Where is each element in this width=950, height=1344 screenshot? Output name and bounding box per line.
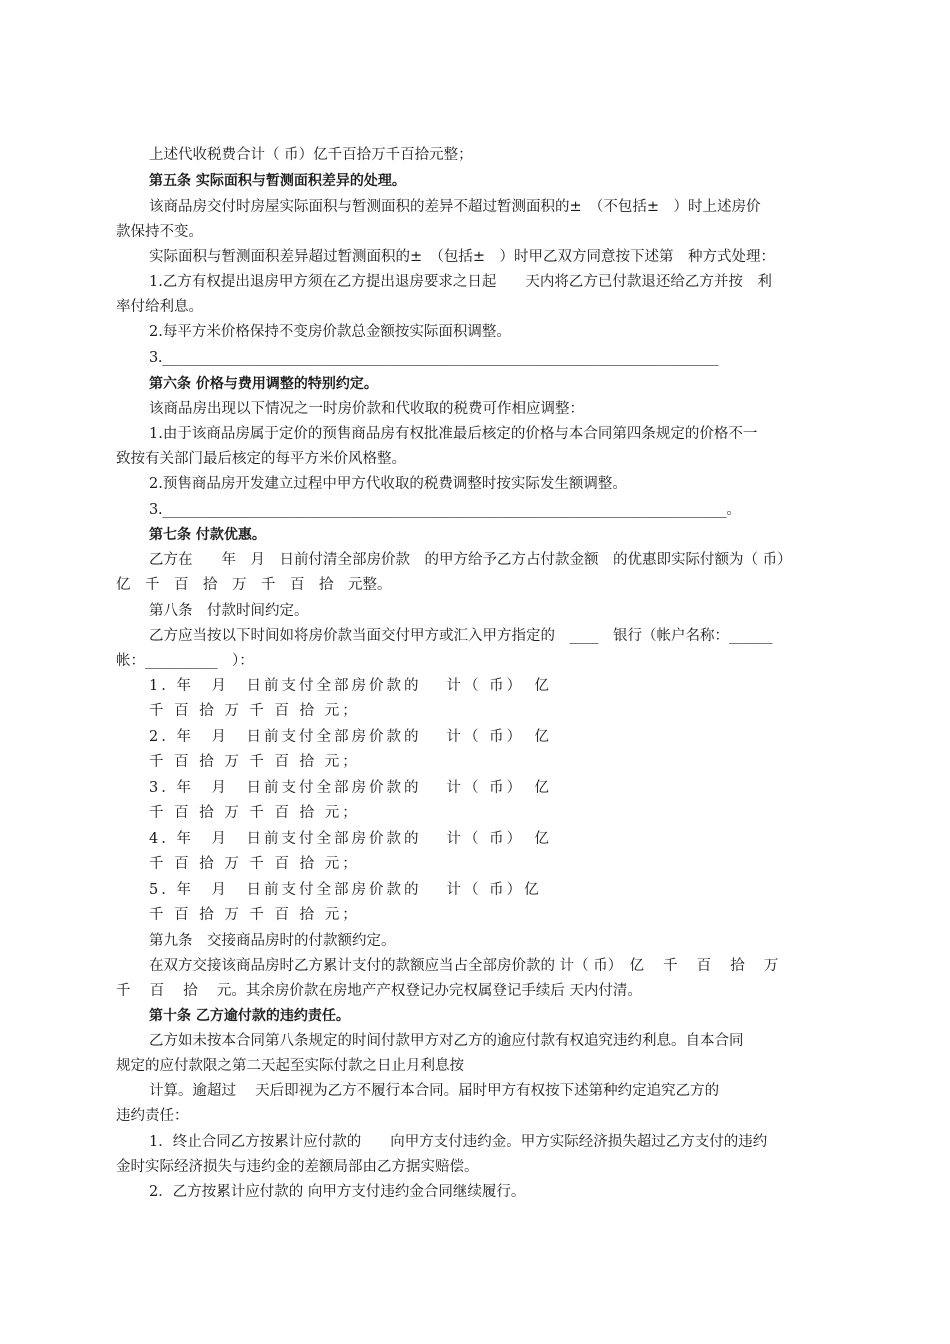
blank-line: 3.________________________________________________________________________________ <box>149 350 719 366</box>
list-item: 1. 年 月 日前支付全部房价款的 计（ 币） 亿 <box>149 678 552 694</box>
text-line: 2．乙方按累计应付款的 向甲方支付违约金合同继续履行。 <box>149 1184 526 1200</box>
section-heading-6: 第六条 价格与费用调整的特别约定。 <box>149 376 378 392</box>
list-item: 2. 年 月 日前支付全部房价款的 计（ 币） 亿 <box>149 729 552 745</box>
text-line: 帐：__________ ）： <box>116 653 254 669</box>
text-line: 款保持不变。 <box>116 224 203 240</box>
section-heading-10: 第十条 乙方逾付款的违约责任。 <box>149 1008 350 1024</box>
text-line: 该商品房交付时房屋实际面积与暂测面积的差异不超过暂测面积的± （不包括± ）时上述房价 <box>149 199 761 215</box>
text-line: 乙方如未按本合同第八条规定的时间付款甲方对乙方的逾应付款有权追究违约利息。自本合同 <box>149 1033 744 1049</box>
text-line: 2.预售商品房开发建立过程中甲方代收取的税费调整时按实际发生额调整。 <box>149 476 627 492</box>
list-item: 3. 年 月 日前支付全部房价款的 计（ 币） 亿 <box>149 780 552 796</box>
text-line: 亿 千 百 拾 万 千 百 拾 元整。 <box>116 577 392 593</box>
list-item: 5. 年 月 日前支付全部房价款的 计（ 币）亿 <box>149 882 542 898</box>
section-heading-7: 第七条 付款优惠。 <box>149 527 266 543</box>
blank-line: 3.________________________________________________________________________________。 <box>149 502 741 518</box>
text-line: 计算。逾超过 天后即视为乙方不履行本合同。届时甲方有权按下述第种约定追究乙方的 <box>149 1083 720 1099</box>
text-line: 1.由于该商品房属于定价的预售商品房有权批准最后核定的价格与本合同第四条规定的价格不一 <box>149 426 758 442</box>
text-line: 乙方在 年 月 日前付清全部房价款 的甲方给予乙方占付款金额 的优惠即实际付额为（ 币） <box>149 552 792 568</box>
list-item: 千 百 拾 万 千 百 拾 元； <box>149 805 360 821</box>
text-line: 乙方应当按以下时间如将房价款当面交付甲方或汇入甲方指定的 ____ 银行（帐户名称：______ <box>149 628 773 644</box>
text-line: 1.乙方有权提出退房甲方须在乙方提出退房要求之日起 天内将乙方已付款退还给乙方并按 利 <box>149 274 772 290</box>
text-line: 率付给利息。 <box>116 299 203 315</box>
list-item: 千 百 拾 万 千 百 拾 元； <box>149 754 360 770</box>
text-line: 2.每平方米价格保持不变房价款总金额按实际面积调整。 <box>149 324 511 340</box>
text-line: 致按有关部门最后核定的每平方米价风格整。 <box>116 451 406 467</box>
text-line: 上述代收税费合计（ 币）亿千百拾万千百拾元整； <box>149 147 473 163</box>
text-line: 该商品房出现以下情况之一时房价款和代收取的税费可作相应调整： <box>149 401 584 417</box>
text-line: 1．终止合同乙方按累计应付款的 向甲方支付违约金。甲方实际经济损失超过乙方支付的违约 <box>149 1134 768 1150</box>
list-item: 4. 年 月 日前支付全部房价款的 计（ 币） 亿 <box>149 831 552 847</box>
list-item: 千 百 拾 万 千 百 拾 元； <box>149 703 360 719</box>
section-heading-9: 第九条 交接商品房时的付款额约定。 <box>149 933 396 949</box>
section-heading-8: 第八条 付款时间约定。 <box>149 603 309 619</box>
text-line: 在双方交接该商品房时乙方累计支付的款额应当占全部房价款的 计（ 币） 亿 千 百 拾 万 <box>149 958 779 974</box>
text-line: 违约责任： <box>116 1108 189 1124</box>
list-item: 千 百 拾 万 千 百 拾 元； <box>149 907 360 923</box>
text-line: 规定的应付款限之第二天起至实际付款之日止月利息按 <box>116 1058 464 1074</box>
text-line: 实际面积与暂测面积差异超过暂测面积的± （包括± ）时甲乙双方同意按下述第 种方式处理： <box>149 249 776 265</box>
list-item: 千 百 拾 万 千 百 拾 元； <box>149 856 360 872</box>
text-line: 千 百 拾 元。其余房价款在房地产产权登记办完权属登记手续后 天内付清。 <box>116 983 642 999</box>
section-heading-5: 第五条 实际面积与暂测面积差异的处理。 <box>149 173 406 189</box>
text-line: 金时实际经济损失与违约金的差额局部由乙方据实赔偿。 <box>116 1159 479 1175</box>
